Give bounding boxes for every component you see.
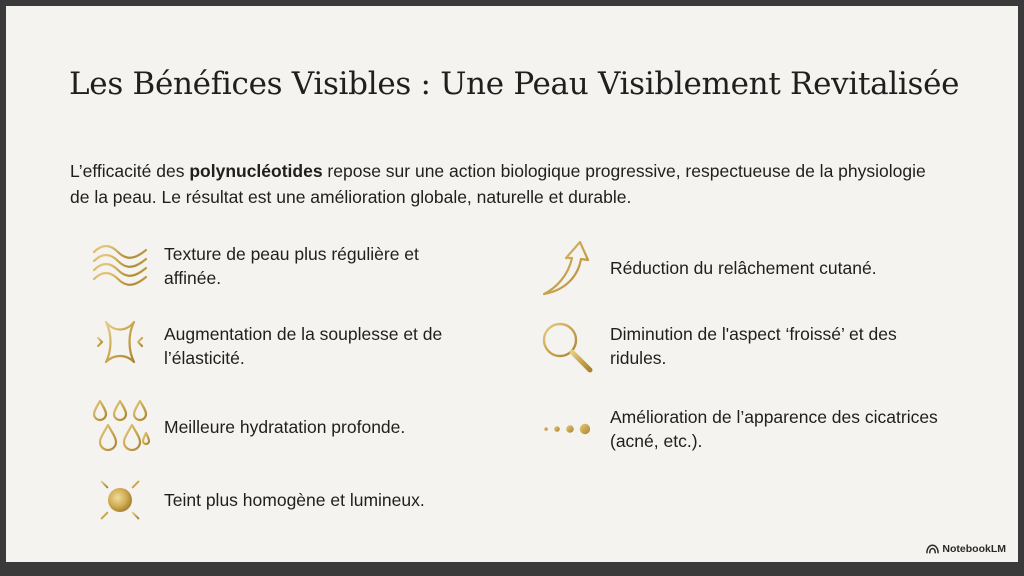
intro-text-end: repose sur une action biologique progressive, respectueuse de la physiologie de la peau. Le résultat est une amélioration globale, naturelle et durable.	[70, 161, 926, 207]
intro-highlight: polynucléotides	[189, 161, 323, 181]
intro-text-start: L’efficacité des	[70, 161, 190, 181]
benefit-label: Augmentation de la souplesse et de l’élasticité.	[164, 324, 443, 368]
benefit-label: Teint plus homogène et lumineux.	[164, 490, 425, 510]
slide	[6, 6, 1018, 562]
wave-lines-icon	[88, 234, 152, 298]
benefit-hydration	[88, 395, 488, 459]
benefit-scars	[534, 397, 974, 461]
benefit-label: Diminution de l'aspect ‘froissé’ et des ridules.	[610, 324, 897, 368]
notebooklm-watermark	[926, 543, 1006, 555]
benefit-label: Texture de peau plus régulière et affinée.	[164, 244, 419, 288]
stretch-arrows-icon	[88, 314, 152, 378]
water-drops-icon	[88, 395, 152, 459]
benefit-label: Réduction du relâchement cutané.	[610, 258, 877, 278]
sun-icon	[88, 468, 152, 532]
benefit-texture	[88, 234, 488, 298]
watermark-text: NotebookLM	[942, 543, 1006, 555]
notebooklm-logo-icon	[926, 544, 939, 554]
benefit-firmness	[534, 236, 974, 300]
dots-progression-icon	[534, 397, 598, 461]
upward-arrow-icon	[534, 236, 598, 300]
benefit-wrinkles	[534, 314, 974, 378]
slide-title: Les Bénéfices Visibles : Une Peau Visiblement Revitalisée	[69, 66, 960, 102]
benefit-label: Amélioration de l’apparence des cicatrices (acné, etc.).	[610, 407, 938, 451]
magnifier-icon	[534, 314, 598, 378]
intro-paragraph	[70, 158, 950, 210]
benefit-complexion	[88, 468, 488, 532]
benefit-elasticity	[88, 314, 488, 378]
benefit-label: Meilleure hydratation profonde.	[164, 417, 406, 437]
